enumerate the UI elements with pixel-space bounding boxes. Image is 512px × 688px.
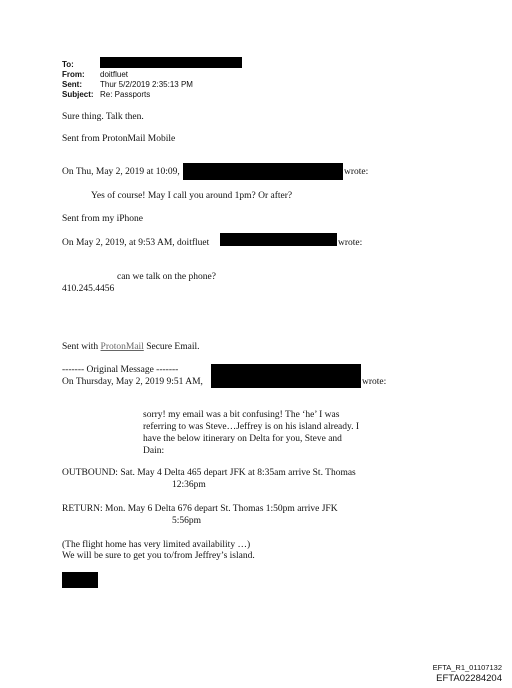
quote2-prefix: On May 2, 2019, at 9:53 AM, doitfluet bbox=[62, 238, 210, 248]
signature-iphone: Sent from my iPhone bbox=[62, 214, 144, 224]
redaction-quote1 bbox=[183, 163, 343, 180]
signature-protonmail-secure: Sent with ProtonMail Secure Email. bbox=[62, 342, 200, 352]
quote2-suffix: wrote: bbox=[338, 238, 363, 248]
note-line-1: (The flight home has very limited availability …) bbox=[62, 540, 251, 550]
subject-value: Re: Passports bbox=[100, 90, 151, 99]
redaction-to bbox=[100, 57, 242, 68]
quote1-suffix: wrote: bbox=[344, 167, 369, 177]
return-itinerary: RETURN: Mon. May 6 Delta 676 depart St. Thomas 1:50pm arrive JFK bbox=[62, 504, 338, 514]
outbound-itinerary: OUTBOUND: Sat. May 4 Delta 465 depart JFK at 8:35am arrive St. Thomas bbox=[62, 468, 356, 478]
message-phone-request: can we talk on the phone? bbox=[117, 272, 216, 282]
to-label: To: bbox=[62, 60, 74, 69]
phone-number: 410.245.4456 bbox=[62, 284, 115, 294]
paragraph-line-1: sorry! my email was a bit confusing! The ‘he’ I was bbox=[143, 410, 340, 420]
quote1-prefix: On Thu, May 2, 2019 at 10:09, bbox=[62, 167, 180, 177]
from-value: doitfluet bbox=[100, 70, 129, 79]
subject-label: Subject: bbox=[62, 90, 94, 99]
protonmail-link[interactable]: ProtonMail bbox=[100, 342, 144, 352]
original-suffix: wrote: bbox=[362, 377, 387, 387]
return-arrival-time: 5:56pm bbox=[172, 516, 202, 526]
original-message-header: ------- Original Message ------- bbox=[62, 365, 179, 375]
sent-value: Thur 5/2/2019 2:35:13 PM bbox=[100, 80, 193, 89]
redaction-quote2 bbox=[220, 233, 337, 246]
original-prefix: On Thursday, May 2, 2019 9:51 AM, bbox=[62, 377, 203, 387]
paragraph-line-2: referring to was Steve…Jeffrey is on his island already. I bbox=[143, 422, 360, 432]
bates-code: EFTA02284204 bbox=[436, 673, 502, 684]
paragraph-line-4: Dain: bbox=[143, 446, 165, 456]
redaction-original bbox=[211, 364, 361, 388]
reply-yes-of-course: Yes of course! May I call you around 1pm? Or after? bbox=[91, 191, 293, 201]
bates-code-r1: EFTA_R1_01107132 bbox=[432, 663, 502, 672]
reply-line: Sure thing. Talk then. bbox=[62, 112, 144, 122]
note-line-2: We will be sure to get you to/from Jeffrey’s island. bbox=[62, 551, 255, 561]
sent-label: Sent: bbox=[62, 80, 82, 89]
from-label: From: bbox=[62, 70, 85, 79]
outbound-arrival-time: 12:36pm bbox=[172, 480, 206, 490]
signature-protonmail-mobile: Sent from ProtonMail Mobile bbox=[62, 134, 176, 144]
redaction-signature bbox=[62, 572, 98, 588]
paragraph-line-3: have the below itinerary on Delta for you, Steve and bbox=[143, 434, 342, 444]
